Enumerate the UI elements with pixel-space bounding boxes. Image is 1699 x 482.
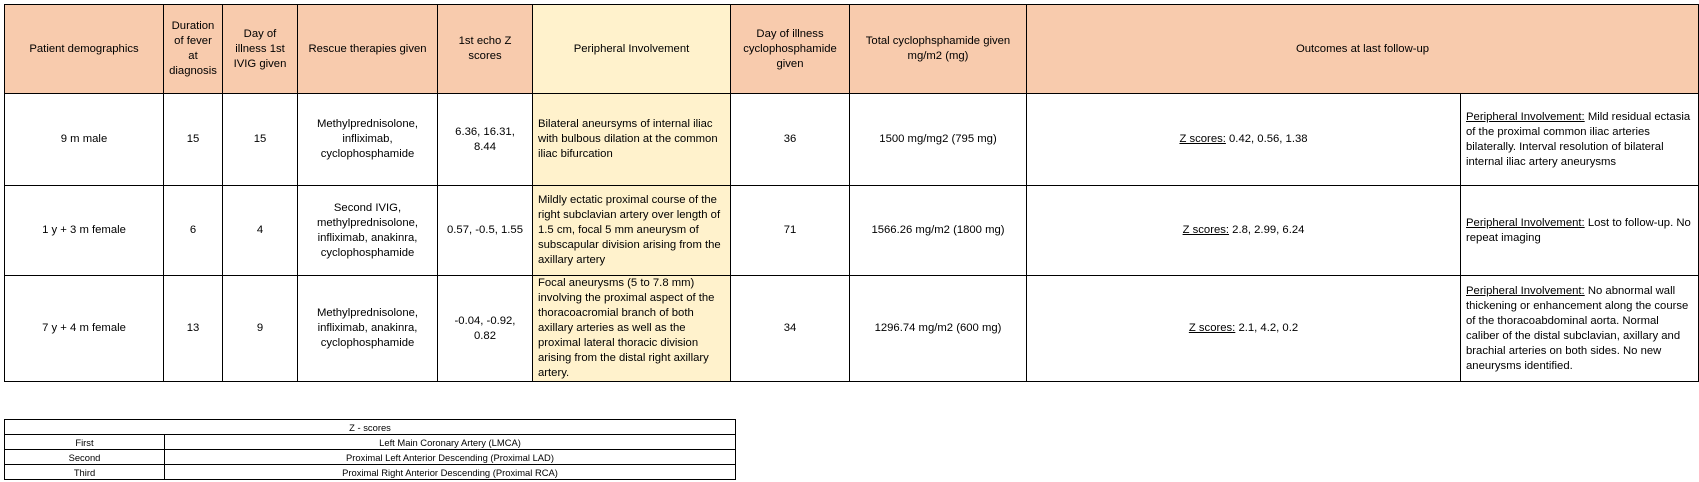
header-peripheral-involvement: Peripheral Involvement	[533, 5, 731, 94]
outcome-z-scores-cell	[1027, 186, 1461, 276]
demographics-cell: 9 m male	[5, 94, 164, 186]
cyclophosphamide-day-cell: 71	[731, 186, 850, 276]
z-legend-title: Z - scores	[5, 420, 736, 435]
header-rescue-therapies: Rescue therapies given	[298, 5, 438, 94]
demographics-cell: 7 y + 4 m female	[5, 276, 164, 382]
cyclophosphamide-day-cell: 36	[731, 94, 850, 186]
z-scores-label: Z scores:	[1182, 224, 1230, 236]
peripheral-outcome-text: Mild residual ectasia of the proximal common iliac arteries bilaterally. Interval resolution of bilateral internal iliac artery aneurysms	[1466, 110, 1691, 168]
peripheral-involvement-label: Peripheral Involvement:	[1466, 284, 1585, 297]
header-row	[5, 5, 1699, 94]
outcome-peripheral-cell	[1461, 186, 1699, 276]
echo-z-cell: -0.04, -0.92, 0.82	[438, 276, 533, 382]
rescue-therapies-cell: Methylprednisolone, infliximab, cyclophosphamide	[298, 94, 438, 186]
z-legend-order: First	[5, 435, 165, 450]
z-scores-legend-table	[4, 419, 736, 480]
z-scores-values: 0.42, 0.56, 1.38	[1225, 133, 1308, 145]
results-table	[4, 4, 1699, 382]
table-row	[5, 186, 1699, 276]
header-outcomes: Outcomes at last follow-up	[1027, 5, 1699, 94]
table-row	[5, 276, 1699, 382]
z-legend-order: Third	[5, 465, 165, 480]
header-fever-duration: Duration of fever at diagnosis	[164, 5, 223, 94]
ivig-day-cell: 4	[223, 186, 298, 276]
header-ivig-day: Day of illness 1st IVIG given	[223, 5, 298, 94]
fever-duration-cell: 13	[164, 276, 223, 382]
z-legend-row	[5, 435, 736, 450]
z-legend-row	[5, 465, 736, 480]
fever-duration-cell: 6	[164, 186, 223, 276]
demographics-cell: 1 y + 3 m female	[5, 186, 164, 276]
outcome-z-scores-cell	[1027, 94, 1461, 186]
peripheral-outcome-text: No abnormal wall thickening or enhancement along the course of the thoracoabdominal aorta. Normal caliber of the distal subclavian, axillary and brachial arteries on both sides. No new aneurysms identified.	[1466, 284, 1689, 372]
z-legend-artery: Proximal Left Anterior Descending (Proximal LAD)	[165, 450, 736, 465]
peripheral-outcome-text: Lost to follow-up. No repeat imaging	[1466, 216, 1691, 244]
echo-z-cell: 6.36, 16.31, 8.44	[438, 94, 533, 186]
z-scores-label: Z scores:	[1179, 133, 1226, 145]
peripheral-involvement-cell: Bilateral aneursyms of internal iliac with bulbous dilation at the common iliac bifurcation	[533, 94, 731, 186]
outcome-peripheral-cell	[1461, 94, 1699, 186]
echo-z-cell: 0.57, -0.5, 1.55	[438, 186, 533, 276]
outcome-z-scores-cell	[1027, 276, 1461, 382]
z-legend-artery: Proximal Right Anterior Descending (Proximal RCA)	[165, 465, 736, 480]
z-scores-values: 2.8, 2.99, 6.24	[1229, 224, 1305, 236]
header-cyclophosphamide-day: Day of illness cyclophosphamide given	[731, 5, 850, 94]
outcome-peripheral-cell	[1461, 276, 1699, 382]
header-cyclophosphamide-total: Total cyclophsphamide given mg/m2 (mg)	[850, 5, 1027, 94]
ivig-day-cell: 15	[223, 94, 298, 186]
peripheral-involvement-cell: Mildly ectatic proximal course of the right subclavian artery over length of 1.5 cm, focal 5 mm aneurysm of subscapular division arising from the axillary artery	[533, 186, 731, 276]
z-legend-order: Second	[5, 450, 165, 465]
cyclophosphamide-total-cell: 1296.74 mg/m2 (600 mg)	[850, 276, 1027, 382]
header-patient-demographics: Patient demographics	[5, 5, 164, 94]
rescue-therapies-cell: Second IVIG, methylprednisolone, infliximab, anakinra, cyclophosphamide	[298, 186, 438, 276]
peripheral-involvement-cell: Focal aneurysms (5 to 7.8 mm) involving the proximal aspect of the thoracoacromial branch of both axillary arteries as well as the proximal lateral thoracic division arising from the distal right axillary artery.	[533, 276, 731, 382]
cyclophosphamide-day-cell: 34	[731, 276, 850, 382]
z-scores-label: Z scores:	[1188, 322, 1236, 334]
cyclophosphamide-total-cell: 1566.26 mg/m2 (1800 mg)	[850, 186, 1027, 276]
peripheral-involvement-label: Peripheral Involvement:	[1466, 110, 1585, 123]
rescue-therapies-cell: Methylprednisolone, infliximab, anakinra, cyclophosphamide	[298, 276, 438, 382]
table-row	[5, 94, 1699, 186]
cyclophosphamide-total-cell: 1500 mg/mg2 (795 mg)	[850, 94, 1027, 186]
fever-duration-cell: 15	[164, 94, 223, 186]
z-legend-title-row	[5, 420, 736, 435]
z-legend-artery: Left Main Coronary Artery (LMCA)	[165, 435, 736, 450]
ivig-day-cell: 9	[223, 276, 298, 382]
z-scores-values: 2.1, 4.2, 0.2	[1235, 322, 1299, 334]
peripheral-involvement-label: Peripheral Involvement:	[1466, 216, 1585, 229]
header-echo-z-scores: 1st echo Z scores	[438, 5, 533, 94]
z-legend-row	[5, 450, 736, 465]
